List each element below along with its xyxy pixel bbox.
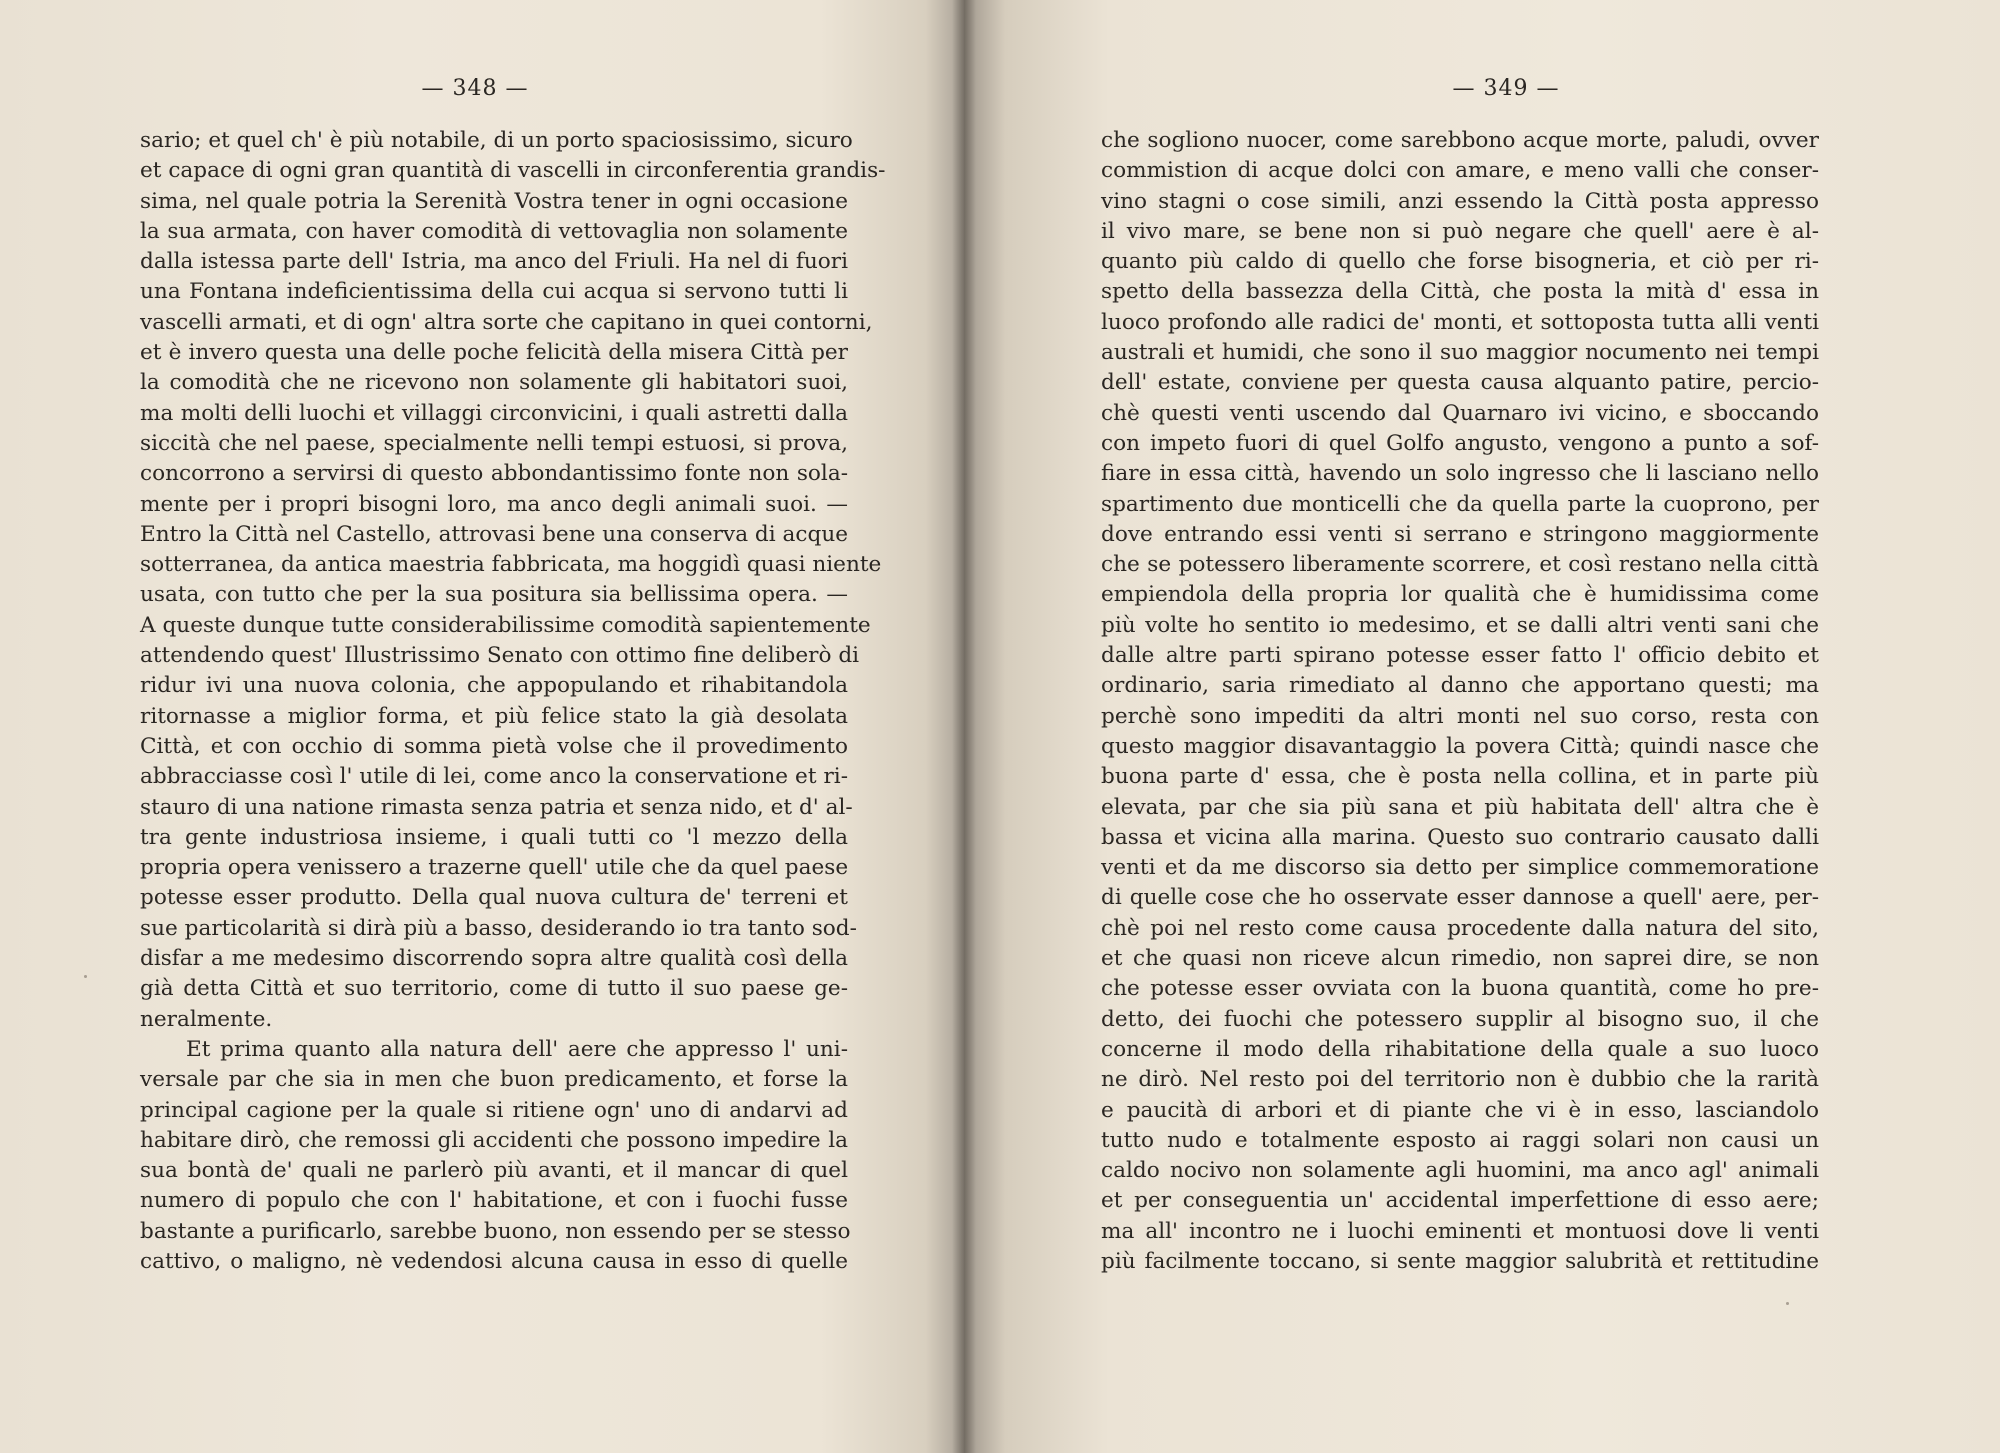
right-page-text	[1101, 126, 1819, 1277]
text-line: con impeto fuori di quel Golfo angusto, vengono a punto a sof-	[1101, 430, 1819, 456]
text-line: commistion di acque dolci con amare, e meno valli che conser-	[1101, 158, 1819, 184]
text-line: concorrono a servirsi di questo abbondantissimo fonte non sola-	[140, 461, 848, 487]
paper-speck	[84, 975, 87, 978]
text-line: cattivo, o maligno, nè vedendosi alcuna causa in esso di quelle	[140, 1248, 848, 1274]
text-line: tutto nudo e totalmente esposto ai raggi solari non causi un	[1101, 1127, 1819, 1153]
text-line: sima, nel quale potria la Serenità Vostra tener in ogni occasione	[140, 188, 848, 214]
text-line: chè questi venti uscendo dal Quarnaro ivi vicino, e sboccando	[1101, 400, 1819, 426]
text-line: che sogliono nuocer, come sarebbono acque morte, paludi, ovver	[1101, 128, 1819, 153]
text-line: propria opera venissero a trazerne quell' utile che da quel paese	[140, 855, 849, 881]
text-line: dove entrando essi venti si serrano e stringono maggiormente	[1101, 521, 1819, 547]
text-line: vino stagni o cose simili, anzi essendo la Città posta appresso	[1101, 188, 1819, 214]
text-line: abbracciasse così l' utile di lei, come anco la conservatione et ri-	[140, 764, 848, 790]
text-line: versale par che sia in men che buon predicamento, et forse la	[140, 1067, 848, 1093]
text-line: bassa et vicina alla marina. Questo suo contrario causato dalli	[1101, 824, 1819, 850]
text-line: et che quasi non riceve alcun rimedio, non saprei dire, se non	[1101, 946, 1819, 972]
text-line: vascelli armati, et di ogn' altra sorte che capitano in quei contorni,	[140, 309, 873, 335]
text-line: et capace di ogni gran quantità di vascelli in circonferentia grandis-	[140, 158, 886, 184]
text-line: et per conseguentia un' accidental imperfettione di esso aere;	[1101, 1188, 1819, 1214]
paragraph-first-line: Et prima quanto alla natura dell' aere che appresso l' uni-	[186, 1036, 848, 1062]
text-line: la comodità che ne ricevono non solamente gli habitatori suoi,	[140, 370, 848, 396]
text-line: australi et humidi, che sono il suo maggior nocumento nei tempi	[1101, 340, 1819, 366]
page-number-left: — 348 —	[421, 76, 529, 101]
left-page	[0, 0, 964, 1453]
text-line: ritornasse a miglior forma, et più felice stato la già desolata	[140, 703, 848, 729]
text-line: principal cagione per la quale si ritiene ogn' uno di andarvi ad	[140, 1097, 848, 1123]
text-line: chè poi nel resto come causa procedente dalla natura del sito,	[1101, 915, 1819, 941]
text-line: detto, dei fuochi che potessero supplir al bisogno suo, il che	[1101, 1006, 1819, 1032]
text-line: attendendo quest' Illustrissimo Senato con ottimo fine deliberò di	[140, 643, 860, 669]
text-line: elevata, par che sia più sana et più habitata dell' altra che è	[1101, 794, 1819, 820]
left-page-text	[140, 126, 886, 1277]
text-line: ne dirò. Nel resto poi del territorio non è dubbio che la rarità	[1101, 1067, 1819, 1093]
text-line: buona parte d' essa, che è posta nella collina, et in parte più	[1101, 764, 1819, 790]
text-line: luoco profondo alle radici de' monti, et sottoposta tutta alli venti	[1101, 309, 1819, 335]
text-line: più volte ho sentito io medesimo, et se dalli altri venti sani che	[1101, 612, 1819, 638]
text-line: perchè sono impediti da altri monti nel suo corso, resta con	[1101, 703, 1819, 729]
book-gutter	[952, 0, 976, 1453]
text-line: et è invero questa una delle poche felicità della misera Città per	[140, 340, 848, 366]
text-line: caldo nocivo non solamente agli huomini, ma anco agl' animali	[1101, 1158, 1819, 1184]
text-line: più facilmente toccano, si sente maggior salubrità et rettitudine	[1101, 1248, 1819, 1274]
text-line: fiare in essa città, havendo un solo ingresso che li lasciano nello	[1101, 461, 1819, 487]
text-line: già detta Città et suo territorio, come di tutto il suo paese ge-	[140, 976, 848, 1002]
text-line: neralmente.	[140, 1006, 273, 1032]
text-line: che potesse esser ovviata con la buona quantità, come ho pre-	[1101, 976, 1819, 1002]
text-line: stauro di una natione rimasta senza patria et senza nido, et d' al-	[140, 794, 853, 820]
text-line: sotterranea, da antica maestria fabbricata, ma hoggidì quasi niente	[140, 552, 882, 578]
text-line: habitare dirò, che remossi gli accidenti che possono impedire la	[140, 1127, 848, 1153]
text-line: empiendola della propria lor qualità che è humidissima come	[1101, 582, 1819, 608]
right-page	[964, 0, 2000, 1453]
text-line: bastante a purificarlo, sarebbe buono, non essendo per se stesso	[140, 1218, 851, 1244]
text-line: mente per i propri bisogni loro, ma anco degli animali suoi. —	[140, 491, 848, 517]
text-line: sue particolarità si dirà più a basso, desiderando io tra tanto sod-	[140, 915, 857, 941]
text-line: questo maggior disavantaggio la povera Città; quindi nasce che	[1101, 733, 1819, 759]
text-line: ridur ivi una nuova colonia, che appopulando et rihabitandola	[140, 673, 848, 699]
paper-speck	[1786, 1302, 1789, 1305]
text-line: Città, et con occhio di somma pietà volse che il provedimento	[140, 733, 848, 759]
text-line: che se potessero liberamente scorrere, et così restano nella città	[1101, 552, 1819, 578]
page-number-right: — 349 —	[1452, 76, 1560, 101]
text-line: Entro la Città nel Castello, attrovasi bene una conserva di acque	[140, 521, 849, 547]
text-line: di quelle cose che ho osservate esser dannose a quell' aere, per-	[1101, 885, 1819, 911]
text-line: dell' estate, conviene per questa causa alquanto patire, percio-	[1101, 370, 1819, 396]
text-line: sario; et quel ch' è più notabile, di un porto spaciosissimo, sicuro	[140, 128, 853, 153]
text-line: potesse esser produtto. Della qual nuova cultura de' terreni et	[140, 885, 848, 911]
text-line: ma all' incontro ne i luochi eminenti et montuosi dove li venti	[1101, 1218, 1819, 1244]
text-line: concerne il modo della rihabitatione della quale a suo luoco	[1101, 1036, 1819, 1062]
text-line: ordinario, saria rimediato al danno che apportano questi; ma	[1101, 673, 1819, 699]
text-line: venti et da me discorso sia detto per simplice commemoratione	[1101, 855, 1819, 881]
text-line: tra gente industriosa insieme, i quali tutti co 'l mezzo della	[140, 824, 848, 850]
text-line: A queste dunque tutte considerabilissime comodità sapientemente	[140, 612, 871, 638]
text-line: dalle altre parti spirano potesse esser fatto l' officio debito et	[1101, 643, 1819, 669]
text-line: e paucità di arbori et di piante che vi è in esso, lasciandolo	[1101, 1097, 1819, 1123]
text-line: siccità che nel paese, specialmente nelli tempi estuosi, si prova,	[140, 430, 848, 456]
text-line: disfar a me medesimo discorrendo sopra altre qualità così della	[140, 946, 848, 972]
text-line: il vivo mare, se bene non si può negare che quell' aere è al-	[1101, 218, 1819, 244]
text-line: ma molti delli luochi et villaggi circonvicini, i quali astretti dalla	[140, 400, 848, 426]
text-line: spetto della bassezza della Città, che posta la mità d' essa in	[1101, 279, 1819, 305]
text-line: la sua armata, con haver comodità di vettovaglia non solamente	[140, 218, 848, 244]
text-line: numero di populo che con l' habitatione, et con i fuochi fusse	[140, 1188, 848, 1214]
text-line: dalla istessa parte dell' Istria, ma anco del Friuli. Ha nel di fuori	[140, 249, 848, 275]
text-line: una Fontana indeficientissima della cui acqua si servono tutti li	[140, 279, 848, 305]
text-line: usata, con tutto che per la sua positura sia bellissima opera. —	[140, 582, 848, 608]
text-line: quanto più caldo di quello che forse bisogneria, et ciò per ri-	[1101, 249, 1819, 275]
text-line: sua bontà de' quali ne parlerò più avanti, et il mancar di quel	[140, 1158, 848, 1184]
text-line: spartimento due monticelli che da quella parte la cuoprono, per	[1101, 491, 1819, 517]
